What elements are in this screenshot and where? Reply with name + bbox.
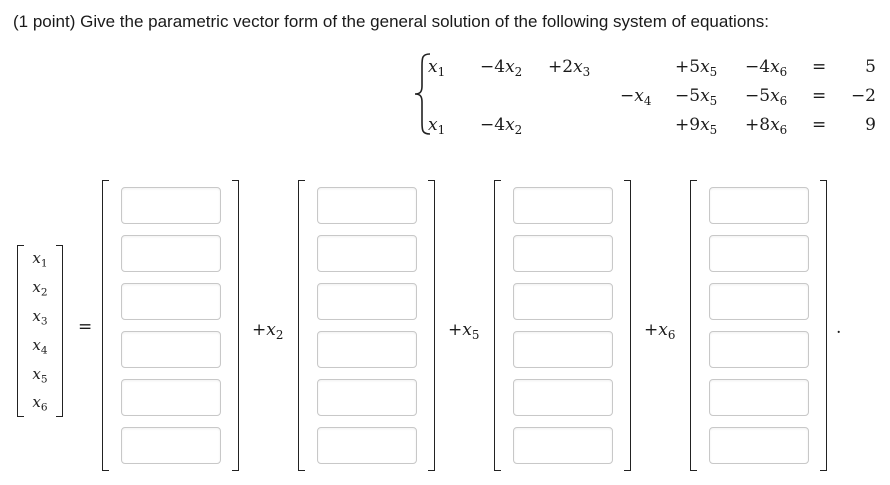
equation-3-x1: $x_1$: [428, 115, 446, 138]
vector-2-entry-6-input[interactable]: [317, 427, 417, 464]
vector-2-entry-5-input[interactable]: [317, 379, 417, 416]
coefficient-x6: $+x_6$: [644, 320, 676, 343]
vector-1-entry-4-input[interactable]: [121, 331, 221, 368]
vector-4-entry-6-input[interactable]: [709, 427, 809, 464]
vector-3-entry-6-input[interactable]: [513, 427, 613, 464]
question-points: (1 point): [13, 12, 76, 31]
variable-x2: $x_2$: [32, 278, 48, 299]
vector-3-entry-4-input[interactable]: [513, 331, 613, 368]
vector-4-entry-2-input[interactable]: [709, 235, 809, 272]
vector-2-entry-1-input[interactable]: [317, 187, 417, 224]
equation-3-x6: $+8x_6$: [745, 115, 788, 138]
coefficient-x2: $+x_2$: [252, 320, 284, 343]
variable-x1: $x_1$: [32, 249, 48, 270]
equation-2-x6: $-5x_6$: [745, 86, 788, 109]
variable-x5: $x_5$: [32, 365, 48, 386]
vector-3-entry-5-input[interactable]: [513, 379, 613, 416]
vector-2-entry-2-input[interactable]: [317, 235, 417, 272]
coefficient-x5: $+x_5$: [448, 320, 480, 343]
vector-3-entry-3-input[interactable]: [513, 283, 613, 320]
vector-2-entry-4-input[interactable]: [317, 331, 417, 368]
question-text: [13, 12, 769, 32]
vector-1-entry-6-input[interactable]: [121, 427, 221, 464]
equation-2-x5: $-5x_5$: [675, 86, 718, 109]
vector-1-entry-2-input[interactable]: [121, 235, 221, 272]
equation-3-rhs: 9: [865, 115, 876, 135]
trailing-period: .: [836, 318, 842, 338]
vector-4-entry-5-input[interactable]: [709, 379, 809, 416]
vector-3-entry-2-input[interactable]: [513, 235, 613, 272]
equation-3-x2: $-4x_2$: [480, 115, 523, 138]
equation-1-x2: $-4x_2$: [480, 57, 523, 80]
equation-2-rhs: −2: [850, 86, 876, 106]
variable-x3: $x_3$: [32, 307, 48, 328]
vector-4-entry-3-input[interactable]: [709, 283, 809, 320]
equation-3-x5: $+9x_5$: [675, 115, 718, 138]
vector-1-entry-3-input[interactable]: [121, 283, 221, 320]
equation-1-x1: $x_1$: [428, 57, 446, 80]
equation-1-eq: =: [812, 57, 827, 77]
equals-sign: =: [78, 317, 93, 337]
equation-2-x4: $-x_4$: [620, 86, 652, 109]
equation-1-x6: $-4x_6$: [745, 57, 788, 80]
equation-2-eq: =: [812, 86, 827, 106]
vector-3-entry-1-input[interactable]: [513, 187, 613, 224]
vector-1-entry-1-input[interactable]: [121, 187, 221, 224]
equation-1-x5: $+5x_5$: [675, 57, 718, 80]
vector-4-entry-4-input[interactable]: [709, 331, 809, 368]
variable-x4: $x_4$: [32, 336, 48, 357]
vector-2-entry-3-input[interactable]: [317, 283, 417, 320]
question-prompt: Give the parametric vector form of the general solution of the following system of equations:: [80, 12, 769, 31]
equation-3-eq: =: [812, 115, 827, 135]
equation-1-x3: $+2x_3$: [548, 57, 591, 80]
variable-vector: [17, 245, 63, 417]
vector-1-entry-5-input[interactable]: [121, 379, 221, 416]
equation-1-rhs: 5: [865, 57, 876, 77]
variable-x6: $x_6$: [32, 393, 48, 414]
vector-4-entry-1-input[interactable]: [709, 187, 809, 224]
